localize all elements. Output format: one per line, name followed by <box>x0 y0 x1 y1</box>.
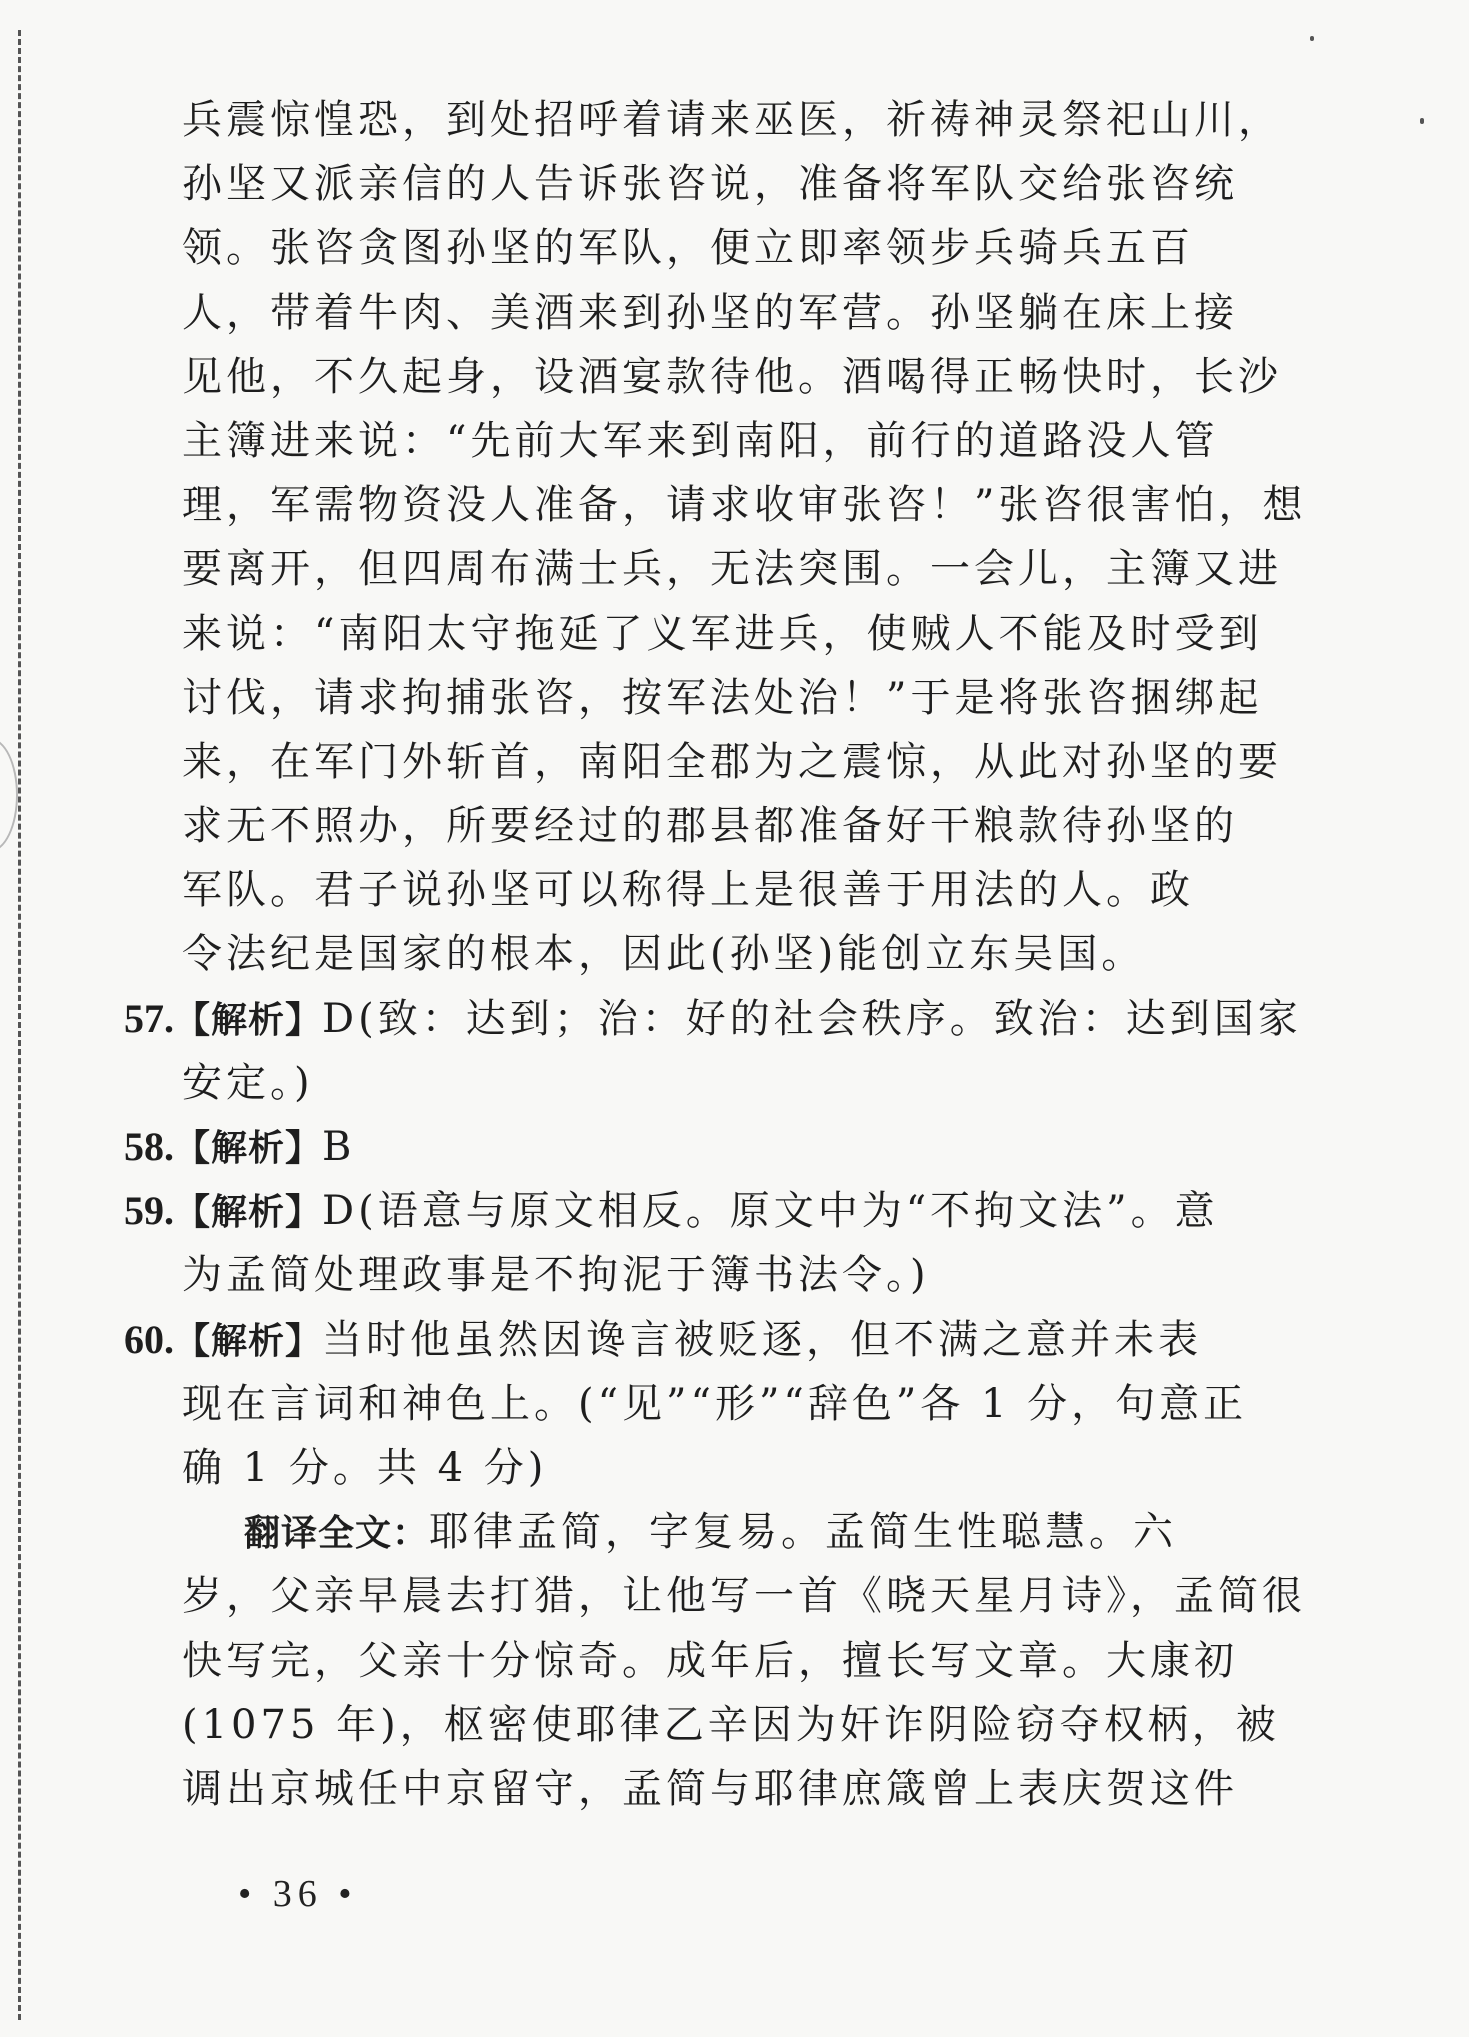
text-line: 讨伐，请求拘捕张咨，按军法处治！”于是将张咨捆绑起 <box>182 674 1263 721</box>
answer-text: B <box>322 1124 356 1170</box>
analysis-tag: 【解析】 <box>174 1320 323 1362</box>
text-line: (1075 年)，枢密使耶律乙辛因为奸诈阴险窃夺权柄，被 <box>182 1701 1280 1748</box>
text-line: 理，军需物资没人准备，请求收审张咨！”张咨很害怕，想 <box>182 482 1307 529</box>
text-line: 为孟简处理政事是不拘泥于簿书法令。) <box>182 1252 930 1299</box>
page-edge-mark <box>0 738 18 852</box>
analysis-tag: 【解析】 <box>174 1128 323 1169</box>
text-line: 见他，不久起身，设酒宴款待他。酒喝得正畅快时，长沙 <box>182 353 1282 400</box>
text-line: 来，在军门外斩首，南阳全郡为之震惊，从此对孙坚的要 <box>182 738 1282 785</box>
text-line: 要离开，但四周布满士兵，无法突围。一会儿，主簿又进 <box>182 546 1282 593</box>
text-line: 快写完，父亲十分惊奇。成年后，擅长写文章。大康初 <box>182 1637 1238 1684</box>
page-number: • 36 • <box>238 1873 358 1915</box>
answer-text: 当时他虽然因谗言被贬逐，但不满之意并未表 <box>322 1316 1203 1363</box>
scan-speck <box>1310 36 1314 41</box>
scan-speck <box>1420 118 1424 124</box>
question-number: 59. <box>124 1188 174 1234</box>
answer-60 <box>124 1308 1262 1501</box>
page-content <box>124 88 1307 1821</box>
answer-text: D(致：达到；治：好的社会秩序。致治：达到国家 <box>322 995 1302 1042</box>
text-line: 调出京城任中京留守，孟简与耶律庶箴曾上表庆贺这件 <box>182 1765 1238 1812</box>
text-line: 耶律孟简，字复易。孟简生性聪慧。六 <box>429 1509 1178 1556</box>
question-number: 58. <box>124 1124 174 1169</box>
answer-59 <box>124 1179 1262 1307</box>
answer-57 <box>124 987 1302 1115</box>
analysis-tag: 【解析】 <box>174 999 323 1041</box>
text-line: 主簿进来说：“先前大军来到南阳，前行的道路没人管 <box>182 417 1219 464</box>
answer-58 <box>124 1115 1262 1179</box>
text-line: 军队。君子说孙坚可以称得上是很善于用法的人。政 <box>182 867 1194 914</box>
text-line: 领。张咨贪图孙坚的军队，便立即率领步兵骑兵五百 <box>182 225 1194 272</box>
text-line: 人，带着牛肉、美酒来到孙坚的军营。孙坚躺在床上接 <box>182 289 1238 336</box>
text-line: 岁，父亲早晨去打猎，让他写一首《晓天星月诗》，孟简很 <box>182 1573 1306 1620</box>
text-line: 求无不照办，所要经过的郡县都准备好干粮款待孙坚的 <box>182 803 1238 850</box>
full-translation <box>182 1500 1306 1821</box>
translation-label: 翻译全文： <box>244 1513 430 1555</box>
question-number: 57. <box>124 995 174 1041</box>
text-line: 安定。) <box>182 1059 314 1106</box>
text-line: 孙坚又派亲信的人告诉张咨说，准备将军队交给张咨统 <box>182 161 1238 208</box>
answer-text: D(语意与原文相反。原文中为“不拘文法”。意 <box>322 1188 1219 1235</box>
text-line: 确 1 分。共 4 分) <box>182 1444 548 1491</box>
text-line: 兵震惊惶恐，到处招呼着请来巫医，祈祷神灵祭祀山川， <box>182 97 1282 143</box>
binding-dashed-line <box>18 30 21 2020</box>
text-line: 来说：“南阳太守拖延了义军进兵，使贼人不能及时受到 <box>182 610 1263 657</box>
text-line: 令法纪是国家的根本，因此(孙坚)能创立东吴国。 <box>182 931 1146 978</box>
analysis-tag: 【解析】 <box>174 1192 323 1234</box>
passage-translation-continued <box>182 88 1307 987</box>
text-line: 现在言词和神色上。(“见”“形”“辞色”各 1 分，句意正 <box>182 1380 1248 1427</box>
question-number: 60. <box>124 1316 174 1362</box>
